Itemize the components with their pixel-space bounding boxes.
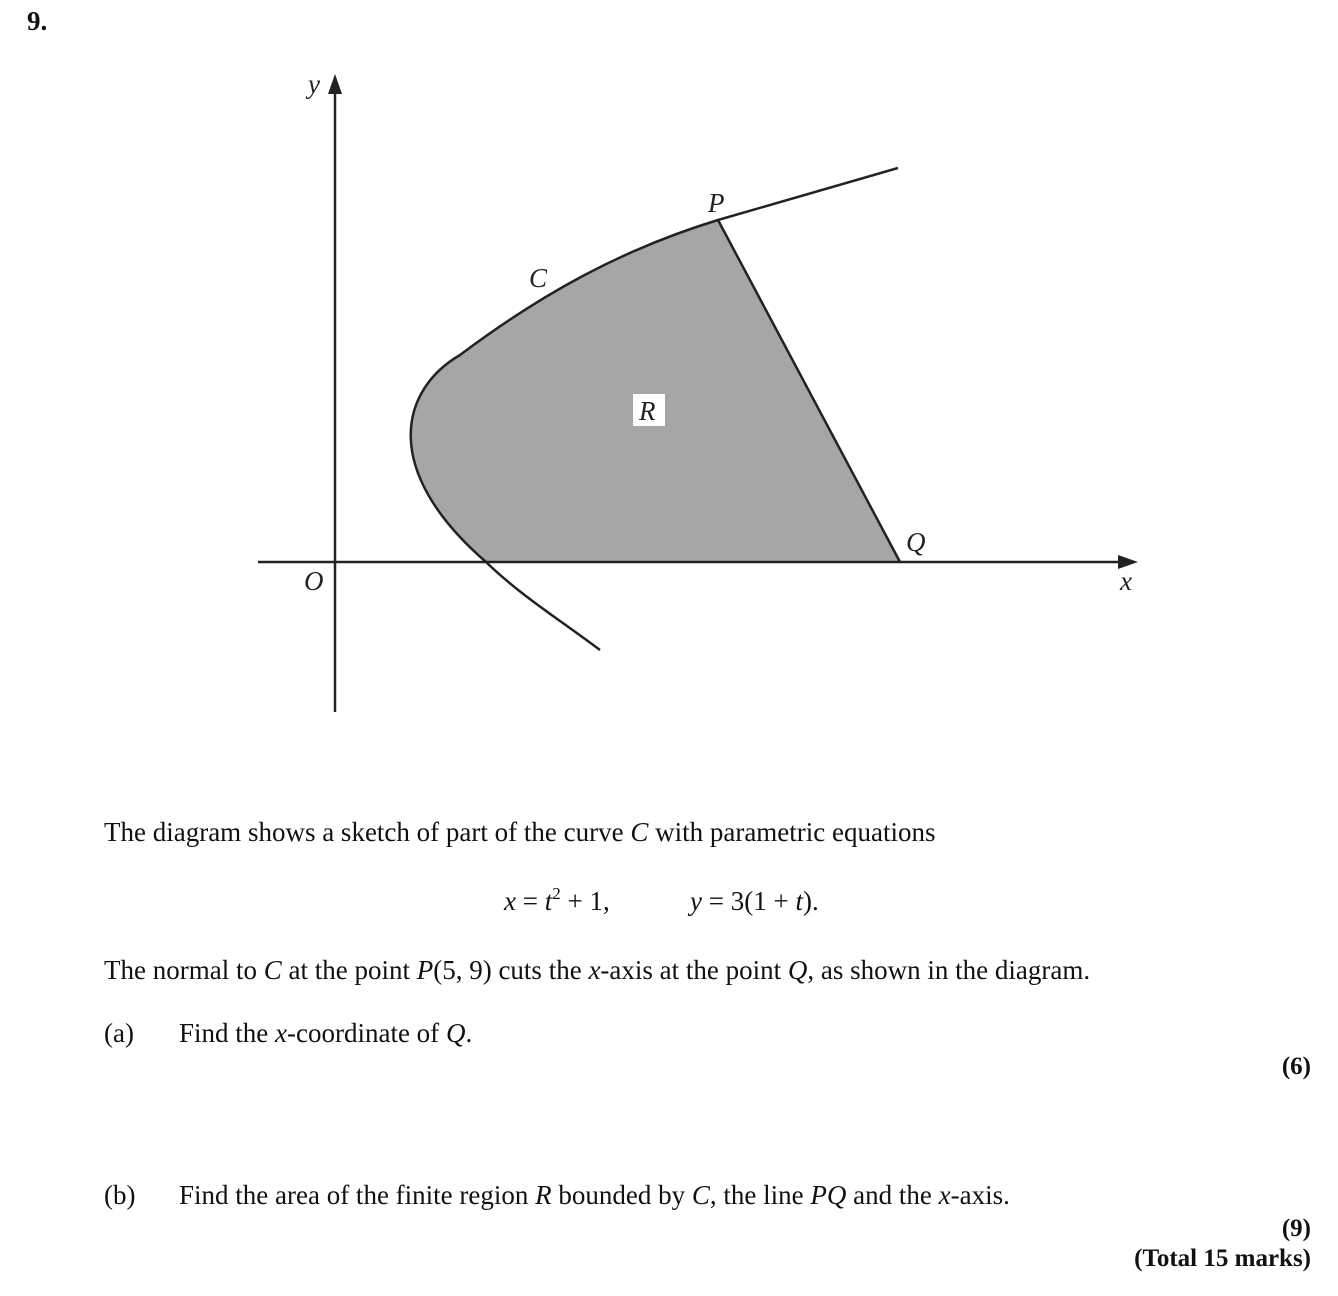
part-b-letter: (b) xyxy=(104,1180,136,1210)
y-axis-label: y xyxy=(308,69,320,99)
y-axis-arrowhead xyxy=(328,74,342,94)
part-a-letter: (a) xyxy=(104,1018,134,1048)
curve-c-label: C xyxy=(529,263,548,293)
point-q-label: Q xyxy=(906,527,926,557)
total-marks: (Total 15 marks) xyxy=(1134,1245,1311,1272)
point-p-label: P xyxy=(708,188,725,218)
region-r-shading xyxy=(411,220,900,562)
x-axis-label: x xyxy=(1120,566,1132,596)
x-equation: $x = t^2 + 1$, xyxy=(504,884,610,916)
region-r-label: R xyxy=(639,396,656,426)
part-a-text: Find the x-coordinate of Q. xyxy=(179,1018,473,1048)
part-a-marks: (6) xyxy=(1281,1053,1311,1080)
y-equation: y = 3(1 + t). xyxy=(690,886,819,916)
part-b-text: Find the area of the finite region R bounded by C, the line PQ and the x-axis. xyxy=(179,1180,1010,1210)
part-b-marks: (9) xyxy=(1281,1215,1311,1242)
normal-statement: The normal to C at the point P(5, 9) cuts the x-axis at the point Q, as shown in the diagram. xyxy=(104,955,1091,985)
origin-label: O xyxy=(304,566,324,596)
question-number: 9. xyxy=(27,6,48,36)
intro-paragraph: The diagram shows a sketch of part of the curve C with parametric equations xyxy=(104,817,936,847)
